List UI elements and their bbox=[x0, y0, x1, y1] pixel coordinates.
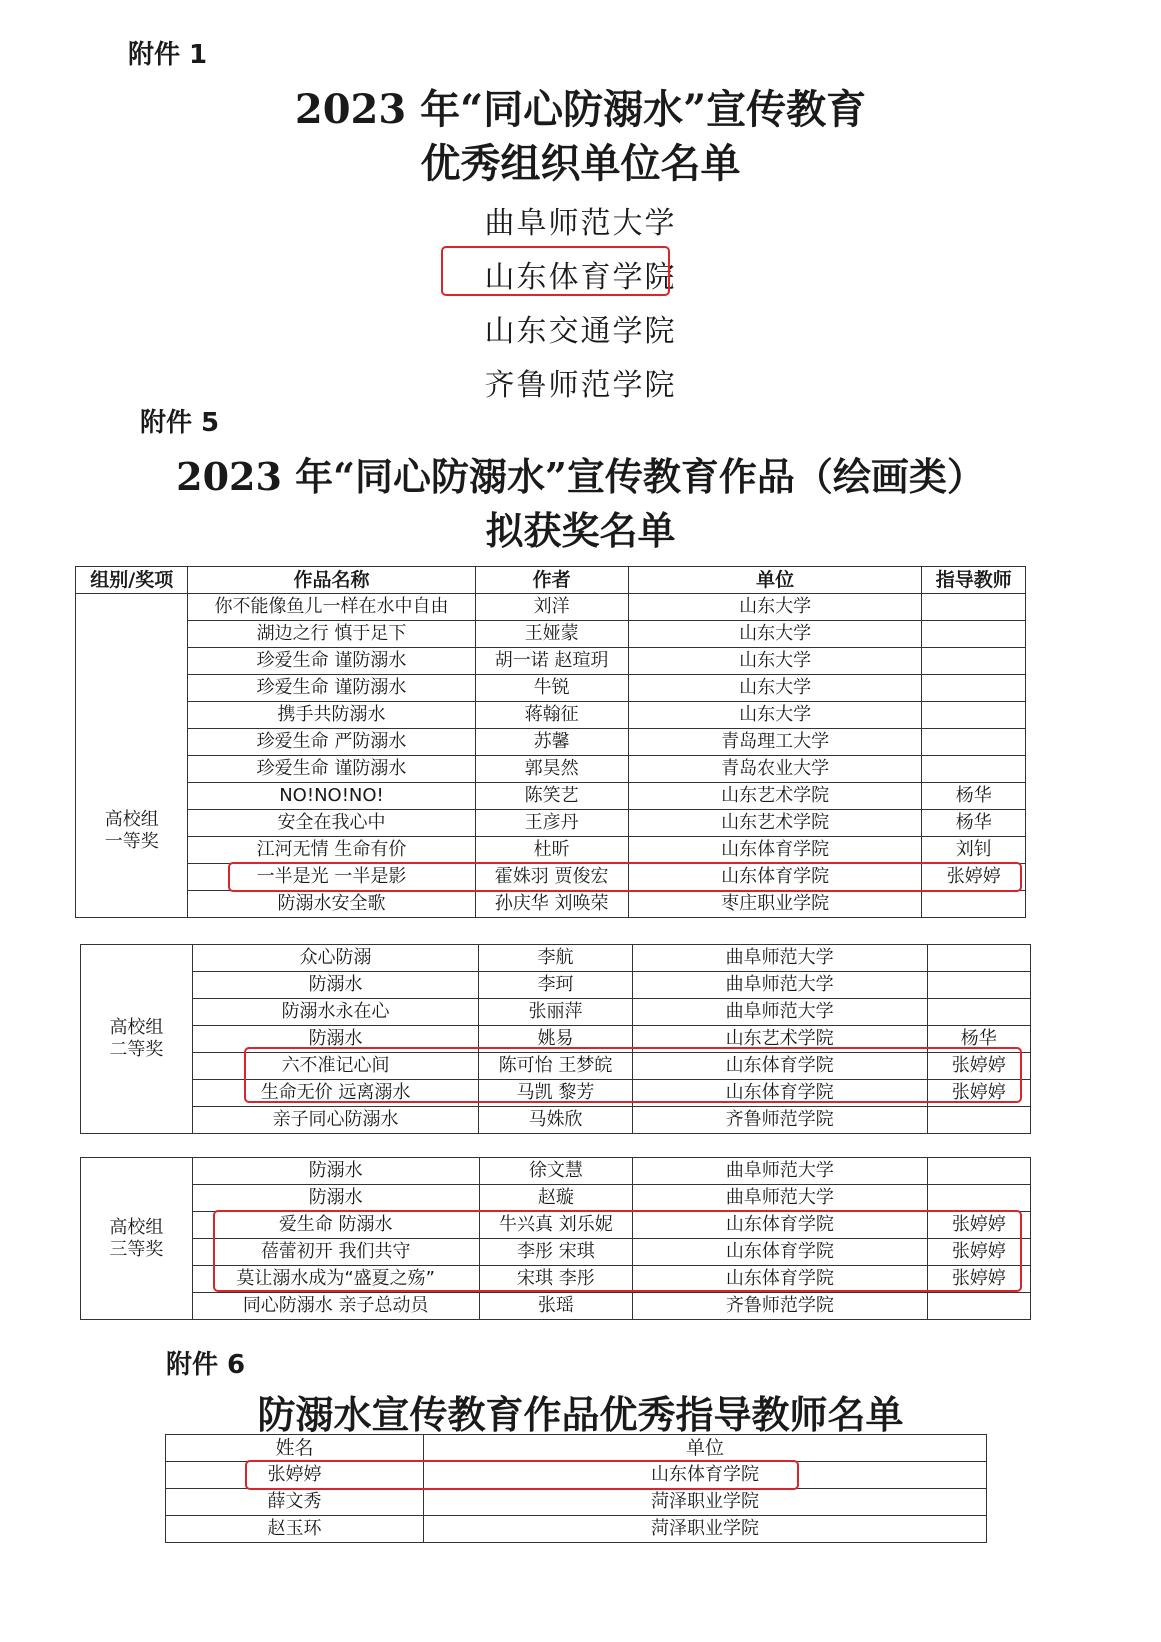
group-award-text: 高校组 bbox=[104, 808, 159, 830]
work-title-cell: 防溺水永在心 bbox=[192, 999, 478, 1026]
teacher-cell bbox=[922, 648, 1026, 675]
work-title-cell: 生命无价 远离溺水 bbox=[192, 1080, 478, 1107]
org-unit-1: 曲阜师范大学 bbox=[484, 206, 677, 241]
table-row bbox=[76, 729, 1026, 756]
org-unit-3: 山东交通学院 bbox=[484, 314, 677, 349]
unit-cell: 山东大学 bbox=[628, 648, 922, 675]
author-cell: 刘洋 bbox=[475, 594, 628, 621]
unit-cell: 山东体育学院 bbox=[632, 1053, 927, 1080]
unit-cell: 山东大学 bbox=[628, 621, 922, 648]
teacher-unit-cell: 山东体育学院 bbox=[424, 1462, 987, 1489]
author-cell: 王娅蒙 bbox=[475, 621, 628, 648]
unit-cell: 山东体育学院 bbox=[628, 864, 922, 891]
group-award-text: 一等奖 bbox=[104, 830, 159, 852]
author-cell: 李彤 宋琪 bbox=[479, 1239, 632, 1266]
teacher-cell bbox=[927, 945, 1030, 972]
teacher-cell: 杨华 bbox=[927, 1026, 1030, 1053]
author-cell: 陈笑艺 bbox=[475, 783, 628, 810]
unit-cell: 曲阜师范大学 bbox=[633, 1158, 928, 1185]
attachment-6-label: 附件 6 bbox=[166, 1350, 246, 1380]
author-cell: 张瑶 bbox=[479, 1293, 632, 1320]
unit-cell: 山东艺术学院 bbox=[628, 810, 922, 837]
work-title-cell: 一半是光 一半是影 bbox=[188, 864, 475, 891]
work-title-cell: 同心防溺水 亲子总动员 bbox=[192, 1293, 479, 1320]
teacher-cell bbox=[922, 594, 1026, 621]
author-cell: 王彦丹 bbox=[475, 810, 628, 837]
teacher-cell bbox=[927, 1185, 1030, 1212]
attachment-5-title-line1: 2023 年“同心防溺水”宣传教育作品（绘画类） bbox=[176, 454, 985, 499]
author-cell: 马凯 黎芳 bbox=[479, 1080, 633, 1107]
work-title-cell: 珍爱生命 谨防溺水 bbox=[188, 756, 475, 783]
unit-cell: 曲阜师范大学 bbox=[632, 945, 927, 972]
work-title-cell: 携手共防溺水 bbox=[188, 702, 475, 729]
unit-cell: 青岛理工大学 bbox=[628, 729, 922, 756]
teacher-unit-cell: 菏泽职业学院 bbox=[424, 1489, 987, 1516]
column-header: 单位 bbox=[628, 567, 922, 594]
group-award-cell bbox=[81, 1158, 193, 1320]
unit-cell: 曲阜师范大学 bbox=[633, 1185, 928, 1212]
work-title-cell: 六不准记心间 bbox=[192, 1053, 478, 1080]
teacher-cell: 张婷婷 bbox=[927, 1212, 1030, 1239]
attachment-6-title: 防溺水宣传教育作品优秀指导教师名单 bbox=[257, 1392, 904, 1437]
attachment-5-label: 附件 5 bbox=[140, 408, 220, 438]
table-row bbox=[76, 783, 1026, 810]
group-award-text: 高校组 bbox=[109, 1216, 164, 1238]
work-title-cell: 蓓蕾初开 我们共守 bbox=[192, 1239, 479, 1266]
author-cell: 宋琪 李彤 bbox=[479, 1266, 632, 1293]
work-title-cell: 爱生命 防溺水 bbox=[192, 1212, 479, 1239]
table-row bbox=[81, 999, 1031, 1026]
teacher-cell bbox=[927, 1107, 1030, 1134]
table-row bbox=[76, 675, 1026, 702]
group-award-text: 三等奖 bbox=[109, 1238, 164, 1260]
unit-cell: 枣庄职业学院 bbox=[628, 891, 922, 918]
unit-cell: 山东体育学院 bbox=[633, 1212, 928, 1239]
table-header-row bbox=[76, 567, 1026, 594]
author-cell: 霍姝羽 贾俊宏 bbox=[475, 864, 628, 891]
work-title-cell: 众心防溺 bbox=[192, 945, 478, 972]
unit-cell: 山东体育学院 bbox=[633, 1239, 928, 1266]
unit-cell: 齐鲁师范学院 bbox=[633, 1293, 928, 1320]
unit-cell: 山东体育学院 bbox=[633, 1266, 928, 1293]
table-row bbox=[81, 1107, 1031, 1134]
author-cell: 张丽萍 bbox=[479, 999, 633, 1026]
teacher-cell bbox=[927, 972, 1030, 999]
attachment-5-title-line2: 拟获奖名单 bbox=[485, 508, 676, 553]
unit-cell: 山东大学 bbox=[628, 702, 922, 729]
unit-cell: 山东体育学院 bbox=[632, 1080, 927, 1107]
author-cell: 姚易 bbox=[479, 1026, 633, 1053]
author-cell: 杜昕 bbox=[475, 837, 628, 864]
work-title-cell: 珍爱生命 谨防溺水 bbox=[188, 648, 475, 675]
column-header: 指导教师 bbox=[922, 567, 1026, 594]
work-title-cell: 防溺水 bbox=[192, 1185, 479, 1212]
work-title-cell: 防溺水 bbox=[192, 1026, 478, 1053]
table-row bbox=[81, 1293, 1031, 1320]
column-header: 作者 bbox=[475, 567, 628, 594]
work-title-cell: 珍爱生命 谨防溺水 bbox=[188, 675, 475, 702]
work-title-cell: 你不能像鱼儿一样在水中自由 bbox=[188, 594, 475, 621]
unit-cell: 山东体育学院 bbox=[628, 837, 922, 864]
table-row bbox=[166, 1489, 987, 1516]
work-title-cell: 安全在我心中 bbox=[188, 810, 475, 837]
teacher-cell: 张婷婷 bbox=[927, 1266, 1030, 1293]
author-cell: 蒋翰征 bbox=[475, 702, 628, 729]
work-title-cell: 湖边之行 慎于足下 bbox=[188, 621, 475, 648]
work-title-cell: 防溺水安全歌 bbox=[188, 891, 475, 918]
table-row bbox=[166, 1516, 987, 1543]
work-title-cell: 亲子同心防溺水 bbox=[192, 1107, 478, 1134]
teacher-cell: 杨华 bbox=[922, 810, 1026, 837]
column-header: 作品名称 bbox=[188, 567, 475, 594]
group-award-text: 二等奖 bbox=[109, 1039, 164, 1060]
author-cell: 李航 bbox=[479, 945, 633, 972]
teacher-cell: 杨华 bbox=[922, 783, 1026, 810]
attachment-1-label: 附件 1 bbox=[128, 40, 208, 70]
table-row bbox=[76, 756, 1026, 783]
teacher-name-cell: 张婷婷 bbox=[166, 1462, 424, 1489]
teacher-cell bbox=[927, 999, 1030, 1026]
teacher-cell: 张婷婷 bbox=[927, 1053, 1030, 1080]
highlight-box bbox=[244, 1047, 1022, 1103]
highlight-box bbox=[213, 1210, 1022, 1292]
teacher-cell bbox=[922, 891, 1026, 918]
table-row bbox=[81, 1158, 1031, 1185]
work-title-cell: 防溺水 bbox=[192, 1158, 479, 1185]
highlight-box bbox=[228, 862, 1022, 892]
attachment-1-title-line1: 2023 年“同心防溺水”宣传教育 bbox=[294, 86, 867, 133]
org-unit-4: 齐鲁师范学院 bbox=[484, 368, 677, 403]
group-award-text: 高校组 bbox=[109, 1017, 164, 1038]
highlight-box bbox=[441, 246, 670, 296]
table-row bbox=[76, 810, 1026, 837]
unit-cell: 山东大学 bbox=[628, 675, 922, 702]
teacher-unit-cell: 菏泽职业学院 bbox=[424, 1516, 987, 1543]
teacher-cell: 张婷婷 bbox=[922, 864, 1026, 891]
author-cell: 牛锐 bbox=[475, 675, 628, 702]
teacher-cell: 刘钊 bbox=[922, 837, 1026, 864]
work-title-cell: 防溺水 bbox=[192, 972, 478, 999]
unit-cell: 青岛农业大学 bbox=[628, 756, 922, 783]
author-cell: 苏馨 bbox=[475, 729, 628, 756]
table-row bbox=[76, 648, 1026, 675]
work-title-cell: 莫让溺水成为“盛夏之殇” bbox=[192, 1266, 479, 1293]
unit-cell: 山东大学 bbox=[628, 594, 922, 621]
unit-cell: 齐鲁师范学院 bbox=[632, 1107, 927, 1134]
unit-cell: 山东艺术学院 bbox=[632, 1026, 927, 1053]
highlight-box bbox=[245, 1460, 799, 1490]
author-cell: 孙庆华 刘唤荣 bbox=[475, 891, 628, 918]
teacher-cell bbox=[922, 702, 1026, 729]
teacher-cell bbox=[927, 1158, 1030, 1185]
table-row bbox=[81, 1185, 1031, 1212]
author-cell: 牛兴真 刘乐妮 bbox=[479, 1212, 632, 1239]
table-row bbox=[76, 837, 1026, 864]
group-award-cell bbox=[81, 945, 193, 1134]
author-cell: 李珂 bbox=[479, 972, 633, 999]
author-cell: 郭昊然 bbox=[475, 756, 628, 783]
author-cell: 陈可怡 王梦皖 bbox=[479, 1053, 633, 1080]
unit-cell: 曲阜师范大学 bbox=[632, 999, 927, 1026]
author-cell: 徐文慧 bbox=[479, 1158, 632, 1185]
teacher-cell bbox=[922, 675, 1026, 702]
column-header: 单位 bbox=[424, 1435, 987, 1462]
author-cell: 胡一诺 赵瑄玥 bbox=[475, 648, 628, 675]
column-header: 组别/奖项 bbox=[76, 567, 188, 594]
unit-cell: 曲阜师范大学 bbox=[632, 972, 927, 999]
teacher-name-cell: 赵玉环 bbox=[166, 1516, 424, 1543]
table-row bbox=[76, 702, 1026, 729]
teacher-cell bbox=[927, 1293, 1030, 1320]
teacher-cell: 张婷婷 bbox=[927, 1239, 1030, 1266]
table-header-row bbox=[166, 1435, 987, 1462]
work-title-cell: 珍爱生命 严防溺水 bbox=[188, 729, 475, 756]
teacher-cell: 张婷婷 bbox=[927, 1080, 1030, 1107]
table-row bbox=[81, 972, 1031, 999]
teacher-cell bbox=[922, 756, 1026, 783]
table-row bbox=[81, 945, 1031, 972]
table-row bbox=[76, 891, 1026, 918]
table-row bbox=[76, 621, 1026, 648]
org-unit-2: 山东体育学院 bbox=[484, 260, 677, 295]
column-header: 姓名 bbox=[166, 1435, 424, 1462]
author-cell: 马姝欣 bbox=[479, 1107, 633, 1134]
teacher-cell bbox=[922, 729, 1026, 756]
unit-cell: 山东艺术学院 bbox=[628, 783, 922, 810]
attachment-1-title-line2: 优秀组织单位名单 bbox=[420, 140, 741, 187]
work-title-cell: 江河无情 生命有价 bbox=[188, 837, 475, 864]
author-cell: 赵璇 bbox=[479, 1185, 632, 1212]
table-row bbox=[76, 594, 1026, 621]
work-title-cell: NO!NO!NO! bbox=[188, 783, 475, 810]
teacher-name-cell: 薛文秀 bbox=[166, 1489, 424, 1516]
second-prize-table bbox=[80, 944, 1031, 1134]
group-award-cell bbox=[76, 594, 188, 918]
teacher-cell bbox=[922, 621, 1026, 648]
